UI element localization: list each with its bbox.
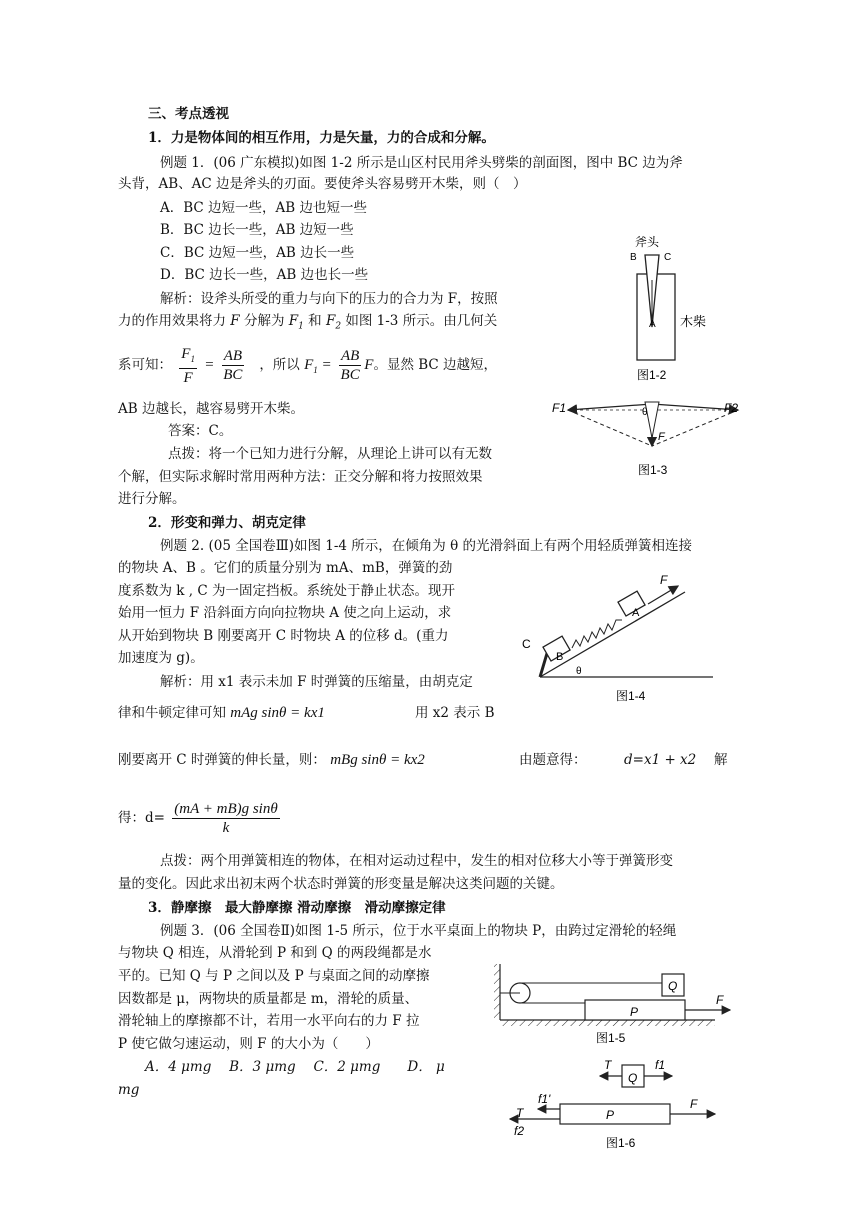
f-label: F — [716, 993, 724, 1007]
example-1-note-line3: 进行分解。 — [118, 491, 186, 507]
plate-c-label: C — [522, 637, 531, 651]
example-1-option-d: D．BC 边长一些，AB 边也长一些 — [160, 267, 369, 283]
example-1-answer: 答案：C。 — [168, 423, 233, 439]
example-2-solution-line3d: 解 — [714, 752, 728, 768]
example-2-solution-line2b: 用 x2 表示 B — [415, 705, 495, 721]
figure-1-4-caption: 图1-4 — [616, 689, 646, 703]
ratio-ab-over-bc-2: $\frac{AB}{BC}$ — [340, 348, 360, 383]
f-label: F — [690, 1097, 698, 1111]
theta-label: θ — [576, 666, 582, 677]
example-2-solution-line2: 律和牛顿定律可知 mAg sinθ = kx1 — [118, 705, 325, 721]
example-2-solution-line3c: d=x1 + x2 — [624, 752, 697, 768]
example-2-note-line2: 量的变化。因此求出初末两个状态时弹簧的形变量是解决这类问题的关键。 — [118, 876, 564, 892]
q-label: Q — [628, 1071, 638, 1085]
t-label-top: T — [604, 1058, 612, 1072]
point-b-label: B — [630, 252, 637, 263]
example-1-option-b: B．BC 边长一些，AB 边短一些 — [160, 222, 354, 238]
example-2-question-line6: 加速度为 g)。 — [118, 650, 204, 666]
example-3-options-cont: mg — [118, 1082, 140, 1098]
point-c-label: C — [664, 252, 672, 263]
example-3-question-line3: 平的。已知 Q 与 P 之间以及 P 与桌面之间的动摩擦 — [118, 968, 430, 984]
f1-label: f1 — [655, 1058, 666, 1072]
figure-1-5-caption: 图1-5 — [596, 1031, 626, 1045]
example-1-note-line2: 个解，但实际求解时常用两种方法：正交分解和将力按照效果 — [118, 469, 483, 485]
t-label-bottom: T — [516, 1106, 524, 1120]
displacement-fraction: $\frac{\text{(mA + mB)g sinθ}}{k}$ — [174, 801, 278, 836]
ratio-ab-over-bc: $\frac{AB}{BC}$ — [223, 348, 243, 383]
example-3-question-line1: 例题 3．(06 全国卷Ⅱ)如图 1-5 所示，位于水平桌面上的物块 P，由跨过定滑轮的轻绳 — [160, 923, 677, 939]
example-1-question-line1: 例题 1．(06 广东模拟)如图 1-2 所示是山区村民用斧头劈柴的剖面图，图中 BC 边为斧 — [160, 155, 683, 171]
example-1-option-c: C．BC 边短一些，AB 边长一些 — [160, 245, 355, 261]
point-a-label: A — [649, 319, 656, 330]
example-1-question-line2: 头背，AB、AC 边是斧头的刃面。要使斧头容易劈开木柴，则（ ） — [118, 176, 527, 192]
wood-label: 木柴 — [680, 314, 707, 329]
example-2-solution-line1: 解析：用 x1 表示未加 F 时弹簧的压缩量，由胡克定 — [160, 674, 473, 690]
example-1-solution-line2: 力的作用效果将力 F 分解为 $F_1$ 和 $F_2$ 如图 1-3 所示。由几何关 — [118, 313, 498, 332]
figure-1-2-caption: 图1-2 — [637, 368, 667, 382]
example-1-solution-line3: 系可知： $\frac{F_1}{F}$ = $\frac{AB}{BC}$ ，所以 $F_1$ = $\frac{AB}{BC}$ F。显然 BC 边越短， — [118, 345, 498, 386]
example-2-question-line4: 始用一恒力 F 沿斜面方向向拉物块 A 使之向上运动，求 — [118, 605, 452, 621]
q-label: Q — [668, 979, 678, 993]
p-label: P — [630, 1005, 639, 1019]
figure-1-3 — [548, 388, 758, 480]
f1-label: F1 — [552, 401, 567, 415]
figure-1-6 — [500, 1055, 750, 1155]
axe-label: 斧头 — [635, 235, 660, 249]
topic-3-title: 3．静摩擦 最大静摩擦 滑动摩擦 滑动摩擦定律 — [148, 900, 446, 916]
example-2-note-line1: 点拨：两个用弹簧相连的物体，在相对运动过程中，发生的相对位移大小等于弹簧形变 — [160, 853, 673, 869]
ratio-f1-over-f: $\frac{F_1}{F}$ — [181, 345, 195, 386]
example-2-solution-line3b: 由题意得： — [519, 752, 587, 768]
theta-label: θ — [642, 407, 648, 418]
f1-prime-label: f1' — [538, 1092, 551, 1106]
example-2-question-line3: 度系数为 k , C 为一固定挡板。系统处于静止状态。现开 — [118, 583, 455, 599]
section-heading: 三、考点透视 — [148, 106, 229, 122]
example-1-note-line1: 点拨：将一个已知力进行分解，从理论上讲可以有无数 — [168, 446, 492, 462]
figure-1-3-caption: 图1-3 — [638, 463, 668, 477]
example-1-solution-line1: 解析：设斧头所受的重力与向下的压力的合力为 F，按照 — [160, 291, 498, 307]
example-2-question-line5: 从开始到物块 B 刚要离开 C 时物块 A 的位移 d。(重力 — [118, 628, 449, 644]
example-3-question-line4: 因数都是 μ，两物块的质量都是 m，滑轮的质量、 — [118, 991, 419, 1007]
topic-2-title: 2．形变和弹力、胡克定律 — [148, 515, 306, 531]
block-b-label: B — [556, 651, 564, 663]
example-3-question-line5: 滑轮轴上的摩擦都不计，若用一水平向右的力 F 拉 — [118, 1013, 420, 1029]
example-3-question-line2: 与物块 Q 相连，从滑轮到 P 和到 Q 的两段绳都是水 — [118, 945, 432, 961]
figure-1-6-caption: 图1-6 — [606, 1136, 636, 1150]
example-1-solution-line4: AB 边越长，越容易劈开木柴。 — [118, 401, 304, 417]
example-1-option-a: A．BC 边短一些，AB 边也短一些 — [160, 200, 368, 216]
example-3-question-line6: P 使它做匀速运动，则 F 的大小为（ ） — [118, 1036, 379, 1052]
example-2-solution-line4: 得：d= $\frac{\text{(mA + mB)g sinθ}}{k}$ — [118, 801, 278, 836]
f-label: F — [658, 431, 665, 443]
f2-label: F2 — [724, 401, 739, 415]
example-2-question-line2: 的物块 A、B 。它们的质量分别为 mA、mB，弹簧的劲 — [118, 560, 453, 576]
figure-1-2 — [575, 228, 715, 388]
block-a-label: A — [632, 607, 640, 619]
figure-1-5 — [490, 962, 750, 1050]
figure-1-4 — [518, 570, 718, 710]
f2-label: f2 — [514, 1124, 525, 1138]
example-2-solution-line3: 刚要离开 C 时弹簧的伸长量，则： mBg sinθ = kx2 — [118, 752, 425, 768]
p-label: P — [606, 1108, 615, 1122]
force-f-label: F — [660, 573, 668, 587]
example-2-question-line1: 例题 2. (05 全国卷Ⅲ)如图 1-4 所示，在倾角为 θ 的光滑斜面上有两个用轻质弹簧相连接 — [160, 538, 693, 554]
example-3-options: A．4 μmg B．3 μmg C．2 μmg D． μ — [145, 1059, 445, 1075]
topic-1-title: 1．力是物体间的相互作用，力是矢量，力的合成和分解。 — [148, 130, 495, 146]
